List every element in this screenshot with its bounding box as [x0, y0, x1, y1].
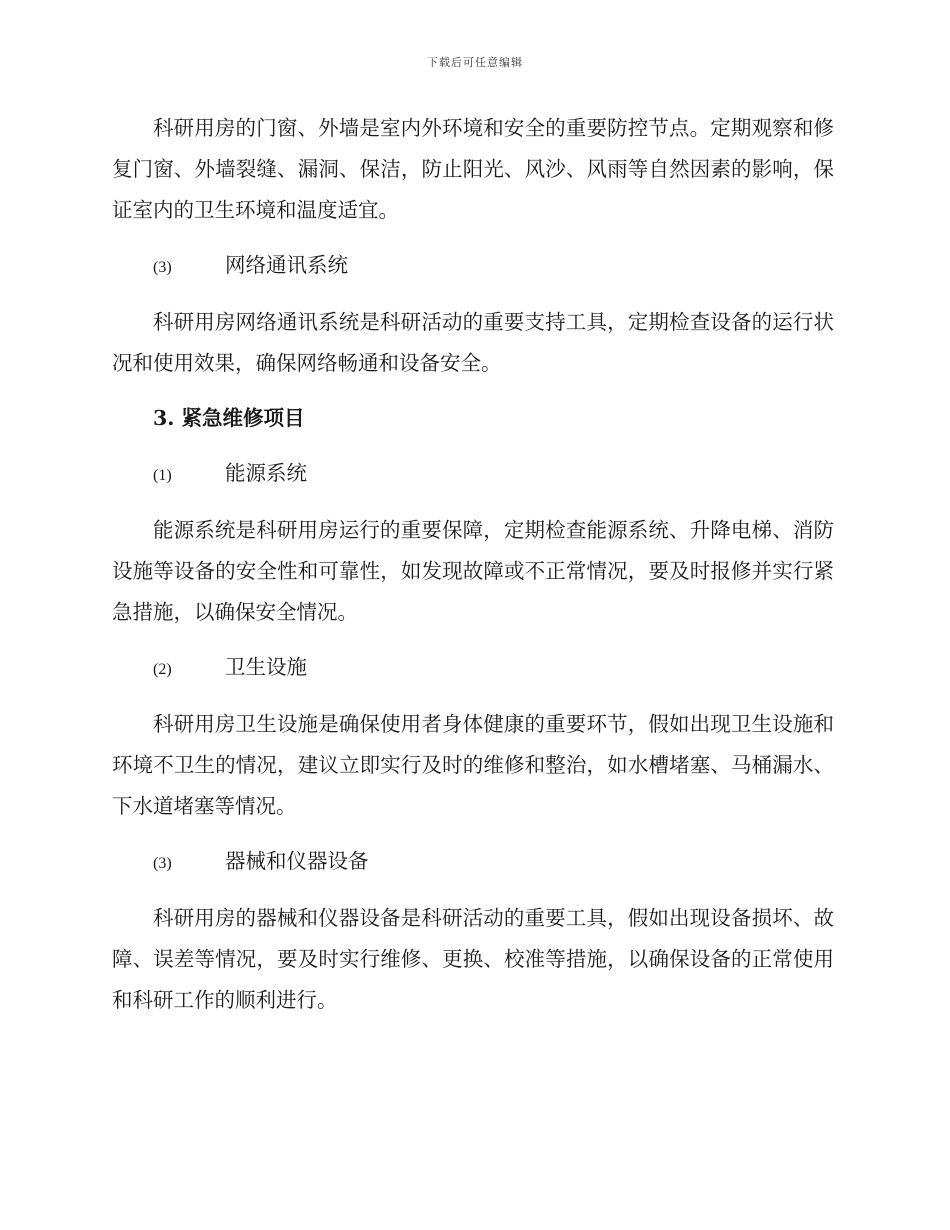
paragraph-energy: 能源系统是科研用房运行的重要保障，定期检查能源系统、升降电梯、消防设施等设备的安全性和可靠性，如发现故障或不正常情况，要及时报修并实行紧急措施，以确保安全情况。	[112, 518, 834, 624]
paragraph-equipment: 科研用房的器械和仪器设备是科研活动的重要工具，假如出现设备损坏、故障、误差等情况，要及时实行维修、更换、校准等措施，以确保设备的正常使用和科研工作的顺利进行。	[112, 906, 834, 1012]
section-heading-emergency-repair: 3. 紧急维修项目	[153, 406, 305, 430]
paragraph-network: 科研用房网络通讯系统是科研活动的重要支持工具，定期检查设备的运行状况和使用效果，确保网络畅通和设备安全。	[112, 310, 834, 375]
item-number: (3)	[153, 855, 172, 872]
header-note: 下载后可任意编辑	[427, 56, 523, 69]
paragraph-doors-walls: 科研用房的门窗、外墙是室内外环境和安全的重要防控节点。定期观察和修复门窗、外墙裂缝、漏洞、保洁，防止阳光、风沙、风雨等自然因素的影响，保证室内的卫生环境和温度适宜。	[112, 116, 834, 222]
item-number: (2)	[153, 661, 172, 678]
item-title: 网络通讯系统	[225, 253, 348, 277]
list-item-equipment	[112, 841, 834, 884]
item-title: 能源系统	[225, 461, 307, 485]
list-item-sanitation	[112, 647, 834, 690]
item-number: (1)	[153, 467, 172, 484]
list-item-network	[112, 245, 834, 288]
item-title: 卫生设施	[225, 655, 307, 679]
paragraph-sanitation: 科研用房卫生设施是确保使用者身体健康的重要环节，假如出现卫生设施和环境不卫生的情况，建议立即实行及时的维修和整治，如水槽堵塞、马桶漏水、下水道堵塞等情况。	[112, 712, 834, 818]
list-item-energy	[112, 453, 834, 496]
item-number: (3)	[153, 259, 172, 276]
document-body	[112, 108, 834, 1021]
item-title: 器械和仪器设备	[225, 849, 369, 873]
